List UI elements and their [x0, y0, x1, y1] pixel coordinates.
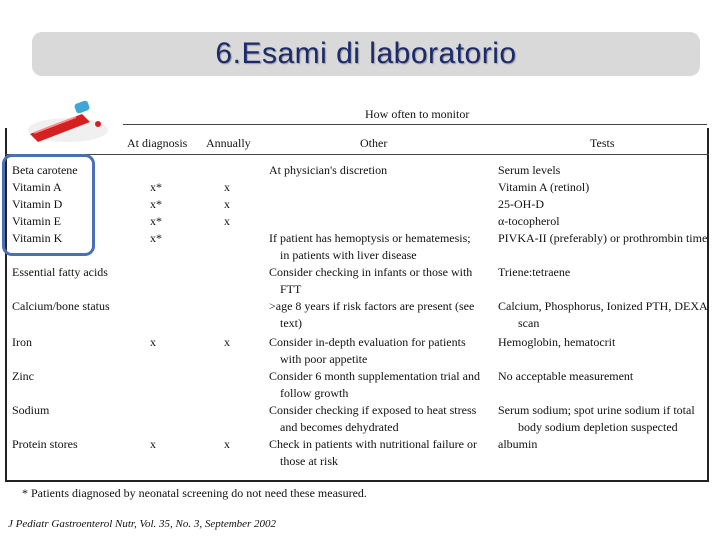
row-annually-line1: x: [224, 335, 230, 349]
row-other-line1: Consider checking if exposed to heat stress: [269, 403, 477, 417]
row-item-line1: Protein stores: [12, 437, 78, 451]
row-tests-line1: Vitamin A (retinol): [498, 180, 590, 194]
row-other: [269, 334, 466, 368]
row-item-line1: Iron: [12, 335, 32, 349]
row-item-line1: Vitamin E: [12, 214, 61, 228]
row-other: [269, 264, 472, 298]
slide-title: 6.Esami di laboratorio: [215, 37, 517, 70]
row-at-diagnosis: [150, 213, 162, 230]
row-other-line1: Consider 6 month supplementation trial and: [269, 369, 480, 383]
group-header-rule: [123, 124, 707, 125]
row-other: [269, 368, 480, 402]
row-tests: [498, 298, 708, 332]
row-item: [12, 334, 32, 351]
table-bottom-border: [5, 480, 709, 482]
row-annually: [224, 179, 230, 196]
row-tests: [498, 179, 589, 196]
row-tests: [498, 213, 560, 230]
row-tests: [498, 334, 615, 351]
title-bar: [32, 32, 700, 76]
row-at-diagnosis-line1: x*: [150, 214, 162, 228]
row-annually: [224, 213, 230, 230]
row-other: [269, 436, 477, 470]
row-other-line2: and becomes dehydrated: [280, 420, 399, 434]
row-annually: [224, 436, 230, 453]
row-item-line1: Calcium/bone status: [12, 299, 110, 313]
row-tests-line1: PIVKA-II (preferably) or prothrombin time: [498, 231, 708, 245]
row-item-line1: Vitamin D: [12, 197, 63, 211]
column-header-rule: [5, 154, 709, 155]
row-item-line1: Essential fatty acids: [12, 265, 108, 279]
row-other: [269, 162, 387, 179]
row-at-diagnosis-line1: x: [150, 437, 156, 451]
row-other-line2: follow growth: [280, 386, 349, 400]
row-tests: [498, 436, 537, 453]
row-tests-line1: Serum levels: [498, 163, 561, 177]
row-tests: [498, 368, 633, 385]
row-at-diagnosis-line1: x*: [150, 197, 162, 211]
citation: J Pediatr Gastroenterol Nutr, Vol. 35, No. 3, September 2002: [8, 518, 277, 530]
row-annually-line1: x: [224, 197, 230, 211]
column-header-annually: Annually: [206, 136, 251, 150]
row-other-line1: >age 8 years if risk factors are present (see: [269, 299, 475, 313]
row-item: [12, 368, 34, 385]
column-header-other: Other: [360, 136, 388, 150]
row-item-line1: Sodium: [12, 403, 50, 417]
row-other-line1: Check in patients with nutritional failure or: [269, 437, 477, 451]
row-item: [12, 264, 108, 281]
row-item: [12, 436, 78, 453]
footnote: * Patients diagnosed by neonatal screening do not need these measured.: [22, 486, 367, 500]
row-item-line1: Vitamin A: [12, 180, 62, 194]
row-item: [12, 298, 110, 315]
row-at-diagnosis-line1: x*: [150, 180, 162, 194]
group-header: How often to monitor: [365, 107, 470, 121]
row-other-line1: Consider checking in infants or those with: [269, 265, 473, 279]
row-at-diagnosis-line1: x*: [150, 231, 162, 245]
row-annually-line1: x: [224, 214, 230, 228]
row-other-line1: Consider in-depth evaluation for patients: [269, 335, 466, 349]
row-tests-line1: Serum sodium; spot urine sodium if total: [498, 403, 695, 417]
row-annually: [224, 334, 230, 351]
row-other-line1: If patient has hemoptysis or hematemesis;: [269, 231, 471, 245]
row-other-line2: FTT: [280, 282, 302, 296]
row-tests-line2: scan: [518, 316, 540, 330]
row-other: [269, 298, 474, 332]
row-tests-line2: body sodium depletion suspected: [518, 420, 678, 434]
row-at-diagnosis: [150, 436, 156, 453]
row-at-diagnosis: [150, 230, 162, 247]
column-header-tests: Tests: [590, 136, 615, 150]
row-tests-line1: Triene:tetraene: [498, 265, 571, 279]
row-tests-line1: 25-OH-D: [498, 197, 544, 211]
row-tests-line1: Calcium, Phosphorus, Ionized PTH, DEXA: [498, 299, 708, 313]
row-annually: [224, 196, 230, 213]
row-tests: [498, 196, 544, 213]
row-other-line1: At physician's discretion: [269, 163, 388, 177]
row-annually-line1: x: [224, 437, 230, 451]
row-other-line2: with poor appetite: [280, 352, 368, 366]
row-other: [269, 230, 471, 264]
row-item: [12, 402, 49, 419]
row-item-line1: Vitamin K: [12, 231, 63, 245]
row-other: [269, 402, 476, 436]
row-at-diagnosis: [150, 334, 156, 351]
row-tests-line1: albumin: [498, 437, 538, 451]
row-other-line2: text): [280, 316, 302, 330]
row-other-line2: those at risk: [280, 454, 338, 468]
row-tests-line1: α-tocopherol: [498, 214, 560, 228]
row-tests: [498, 230, 707, 247]
row-annually-line1: x: [224, 180, 230, 194]
row-other-line2: in patients with liver disease: [280, 248, 417, 262]
row-tests: [498, 162, 560, 179]
row-at-diagnosis: [150, 196, 162, 213]
row-tests: [498, 402, 695, 436]
row-tests: [498, 264, 570, 281]
row-at-diagnosis: [150, 179, 162, 196]
row-item-line1: Zinc: [12, 369, 34, 383]
row-tests-line1: Hemoglobin, hematocrit: [498, 335, 616, 349]
vitamin-highlight-box: [2, 154, 95, 256]
row-at-diagnosis-line1: x: [150, 335, 156, 349]
row-tests-line1: No acceptable measurement: [498, 369, 634, 383]
row-item-line1: Beta carotene: [12, 163, 78, 177]
column-header-at-diagnosis: At diagnosis: [127, 136, 188, 150]
